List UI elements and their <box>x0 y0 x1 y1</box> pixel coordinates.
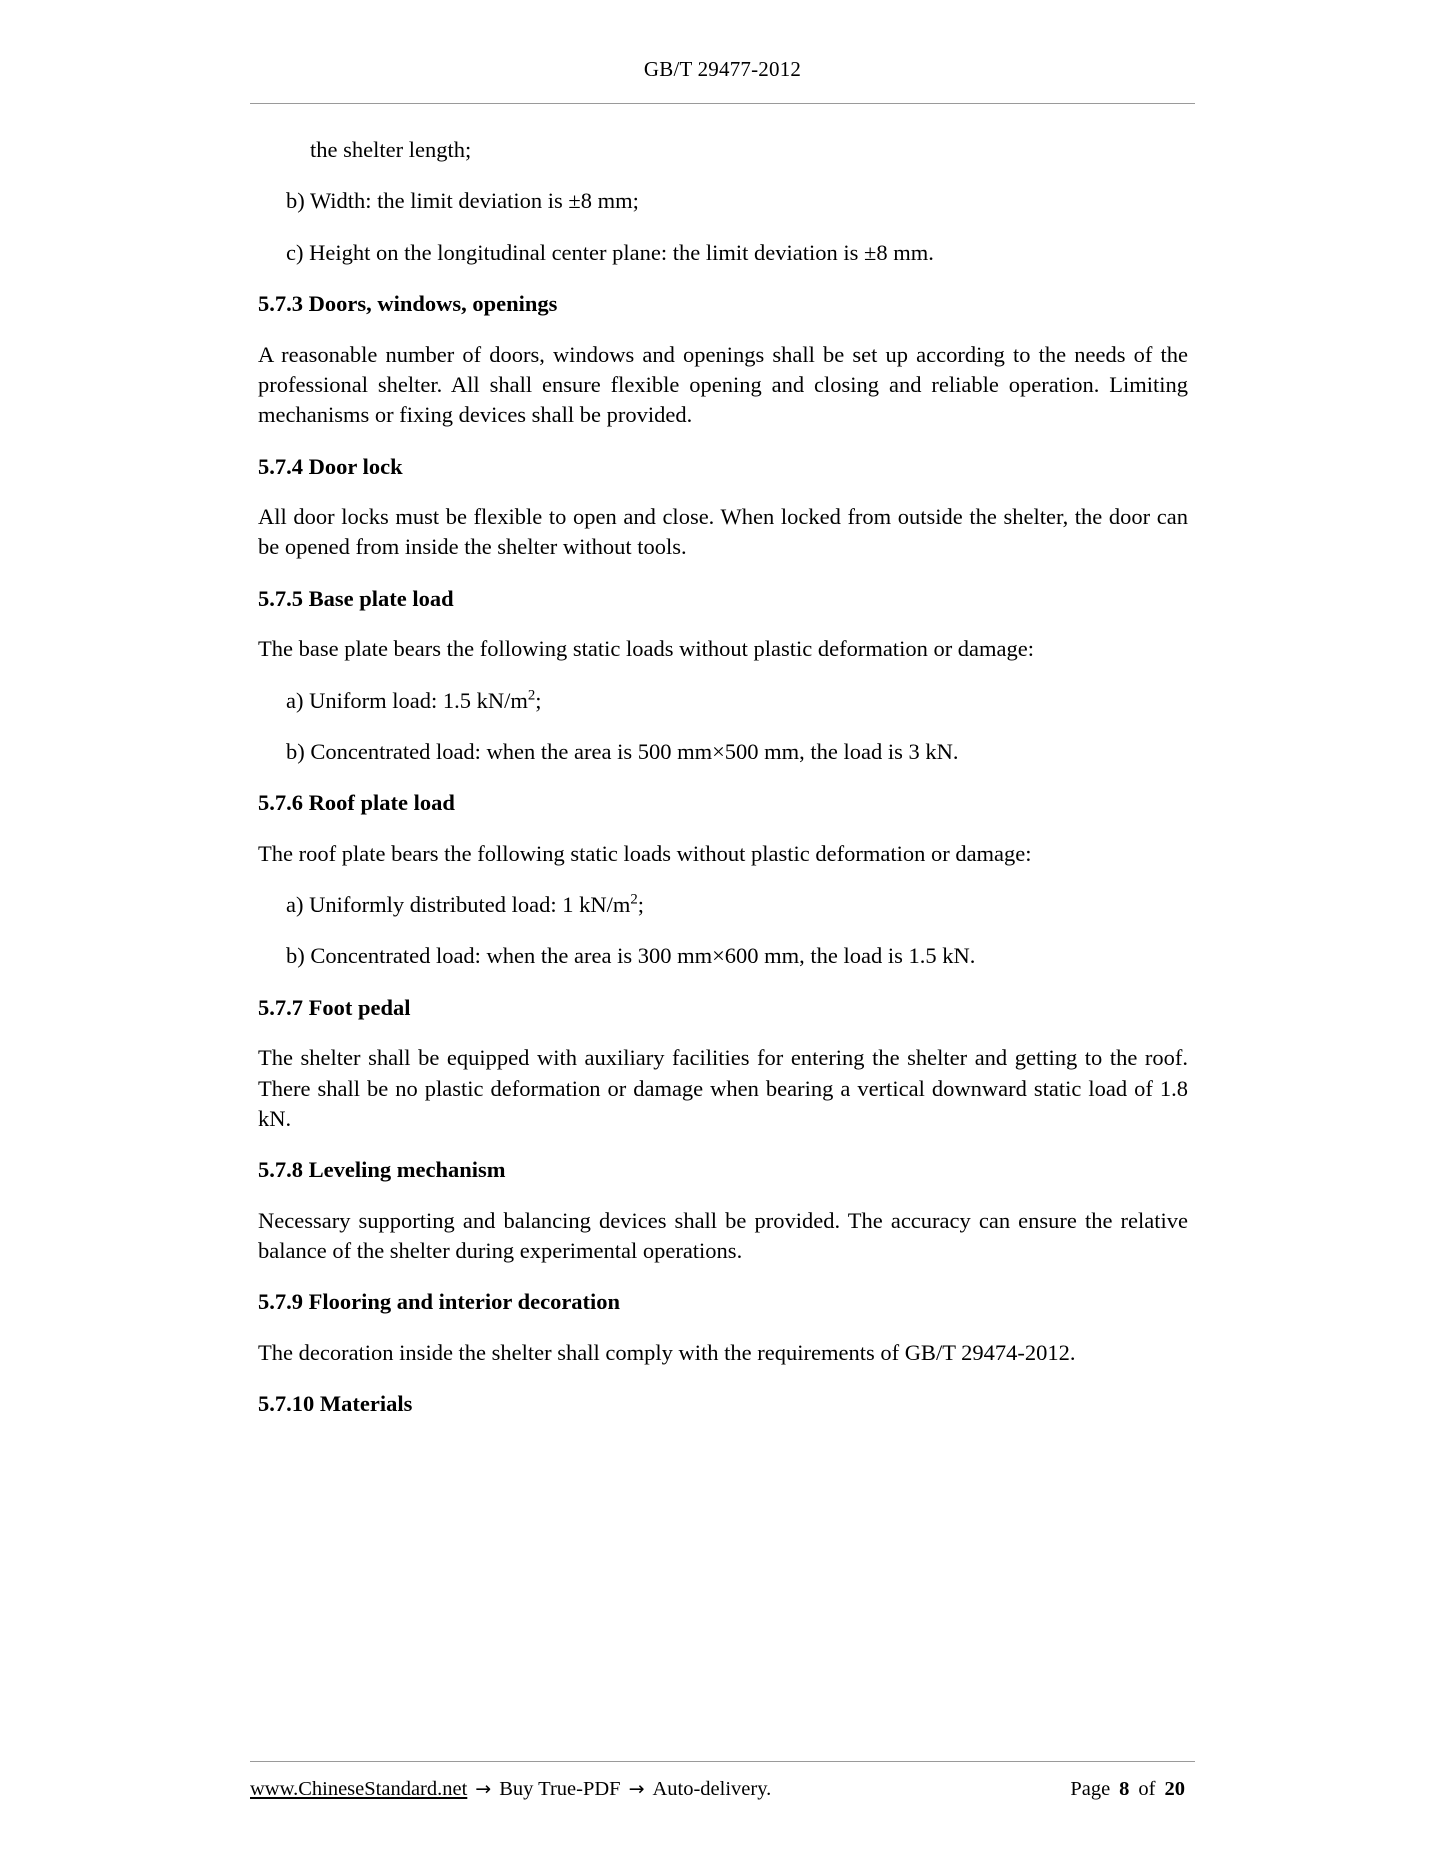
page-label: Page <box>1070 1778 1111 1800</box>
list-item-5-7-6-b: b) Concentrated load: when the area is 300 mm×600 mm, the load is 1.5 kN. <box>286 943 976 969</box>
paragraph-5-7-9: The decoration inside the shelter shall comply with the requirements of GB/T 29474-2012. <box>258 1339 1076 1365</box>
buy-label: Buy True-PDF <box>499 1778 621 1800</box>
list-item-5-7-6-a-text: a) Uniformly distributed load: 1 kN/m <box>286 892 631 917</box>
paragraph-5-7-5: The base plate bears the following static loads without plastic deformation or damage: <box>258 636 1035 662</box>
list-item-5-7-6-a <box>258 890 1188 920</box>
paragraph-5-7-8: Necessary supporting and balancing devices shall be provided. The accuracy can ensure the relative balance of the shelter during experimental operations. <box>258 1207 1188 1263</box>
of-label: of <box>1138 1778 1156 1800</box>
heading-5-7-3: 5.7.3 Doors, windows, openings <box>258 291 558 317</box>
list-item-5-7-5-a-end: ; <box>535 687 542 713</box>
header-divider <box>250 103 1195 104</box>
heading-5-7-7: 5.7.7 Foot pedal <box>258 994 411 1020</box>
paragraph-5-7-7: The shelter shall be equipped with auxiliary facilities for entering the shelter and getting to the roof. There shall be no plastic deformation or damage when bearing a vertical downward static load of 1.8 kN. <box>258 1045 1188 1131</box>
paragraph-5-7-6: The roof plate bears the following static loads without plastic deformation or damage: <box>258 840 1032 866</box>
paragraph-5-7-4: All door locks must be flexible to open and close. When locked from outside the shelter, the door can be opened from inside the shelter without tools. <box>258 504 1188 560</box>
arrow-right-icon-2: → <box>628 1778 645 1800</box>
list-item-5-7-6-a-end: ; <box>637 892 645 917</box>
arrow-right-icon: → <box>475 1778 492 1800</box>
paragraph-5-7-3: A reasonable number of doors, windows and openings shall be set up according to the needs of the professional shelter. All shall ensure flexible opening and closing and reliable operation. Limiting mechanisms or fixing devices shall be provided. <box>258 341 1188 428</box>
heading-5-7-5: 5.7.5 Base plate load <box>258 585 454 611</box>
page-content <box>258 135 1188 1420</box>
page-footer <box>250 1778 1195 1801</box>
footer-divider <box>250 1761 1195 1762</box>
heading-5-7-8: 5.7.8 Leveling mechanism <box>258 1157 506 1183</box>
website-link[interactable]: www.ChineseStandard.net <box>250 1778 468 1800</box>
page-total: 20 <box>1164 1778 1185 1800</box>
footer-promo <box>250 1778 771 1801</box>
continued-line: the shelter length; <box>310 137 472 162</box>
standard-code: GB/T 29477-2012 <box>643 57 802 81</box>
list-item-5-7-5-a <box>258 686 1188 716</box>
page-number: 8 <box>1119 1778 1130 1800</box>
page-header <box>250 57 1195 82</box>
list-item-5-7-5-b: b) Concentrated load: when the area is 500 mm×500 mm, the load is 3 kN. <box>286 738 959 764</box>
list-item-b-width: b) Width: the limit deviation is ±8 mm; <box>286 188 639 214</box>
delivery-label: Auto-delivery. <box>652 1778 772 1800</box>
list-item-c-height: c) Height on the longitudinal center plane: the limit deviation is ±8 mm. <box>286 239 934 265</box>
unit-exponent: 2 <box>527 687 536 703</box>
list-item-5-7-5-a-text: a) Uniform load: 1.5 kN/m <box>286 687 528 713</box>
unit-exponent: 2 <box>630 891 638 908</box>
heading-5-7-10: 5.7.10 Materials <box>258 1391 413 1417</box>
page-number-group <box>1070 1778 1195 1801</box>
heading-5-7-9: 5.7.9 Flooring and interior decoration <box>258 1289 621 1315</box>
heading-5-7-4: 5.7.4 Door lock <box>258 453 403 479</box>
heading-5-7-6: 5.7.6 Roof plate load <box>258 790 455 816</box>
